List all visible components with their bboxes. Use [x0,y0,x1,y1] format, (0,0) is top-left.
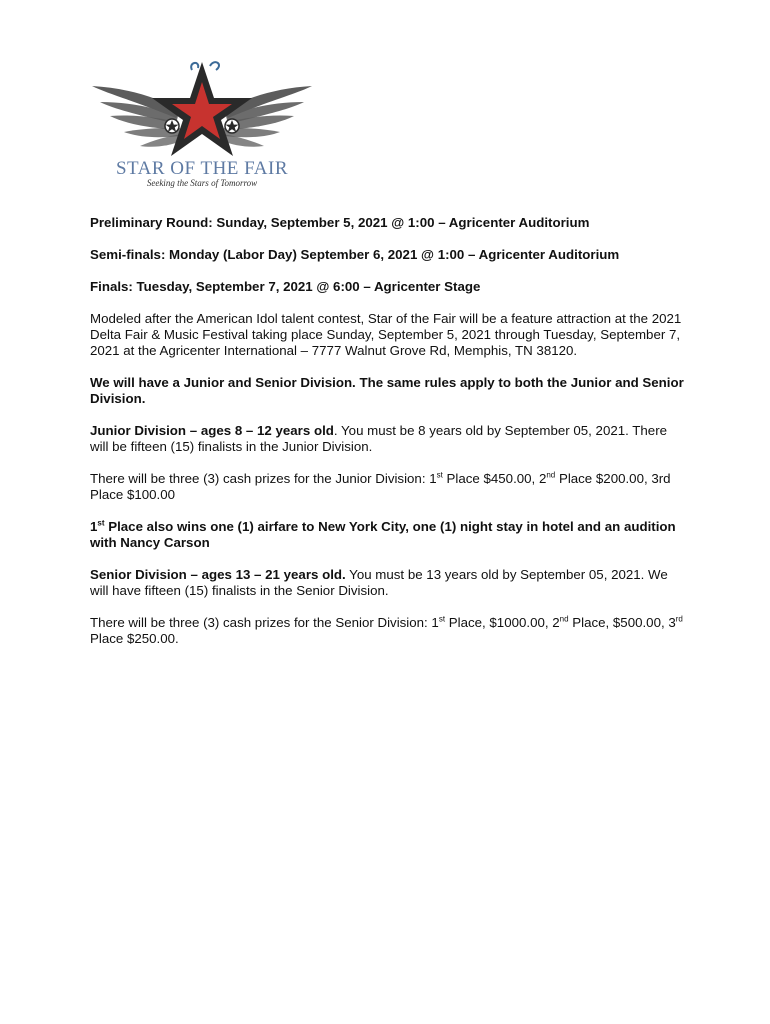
divisions-note: We will have a Junior and Senior Division. The same rules apply to both the Junior and Senior Division. [90,375,684,406]
junior-second-amount: Place $200.00, 3rd Place $100.00 [90,471,671,502]
first-place-text: Place also wins one (1) airfare to New York City, one (1) night stay in hotel and an audition with Nancy Carson [90,519,676,550]
right-wing-icon [220,86,312,147]
left-wing-icon [92,86,184,147]
intro-paragraph: Modeled after the American Idol talent contest, Star of the Fair will be a feature attraction at the 2021 Delta Fair & Music Festival taking place Sunday, September 5, 2021 through Tuesday, September 7, 2021 at the Agricenter International – 7777 Walnut Grove Rd, Memphis, TN 38120. [90,311,682,358]
senior-first-amount: Place, $1000.00, 2 [445,615,560,630]
junior-prizes-intro: There will be three (3) cash prizes for the Junior Division: 1 [90,471,437,486]
junior-division-heading: Junior Division – ages 8 – 12 years old [90,423,334,438]
logo-title: STAR OF THE FAIR [115,158,289,179]
finals-line: Finals: Tuesday, September 7, 2021 @ 6:00 – Agricenter Stage [90,279,481,294]
document-body [90,215,686,663]
junior-division-paragraph [90,423,686,455]
senior-third-amount: Place $250.00. [90,631,179,646]
senior-division-text: You must be 13 years old by September 05, 2021. We will have fifteen (15) finalists in the Senior Division. [90,567,668,598]
senior-division-paragraph [90,567,686,599]
senior-second-amount: Place, $500.00, 3 [568,615,676,630]
senior-third-sup: rd [675,614,683,624]
preliminary-round-line: Preliminary Round: Sunday, September 5, 2021 @ 1:00 – Agricenter Auditorium [90,215,590,230]
semifinals-line: Semi-finals: Monday (Labor Day) September 6, 2021 @ 1:00 – Agricenter Auditorium [90,247,620,262]
junior-prizes-paragraph [90,471,686,503]
first-place-prefix: 1 [90,519,98,534]
senior-prizes-intro: There will be three (3) cash prizes for the Senior Division: 1 [90,615,439,630]
logo-tagline: Seeking the Stars of Tomorrow [146,178,258,188]
senior-first-sup: st [438,614,446,624]
winged-star-logo-icon [88,58,316,190]
junior-second-sup: nd [546,470,556,480]
senior-prizes-paragraph [90,615,686,647]
junior-first-amount: Place $450.00, 2 [442,471,547,486]
senior-division-heading: Senior Division – ages 13 – 21 years old. [90,567,346,582]
first-place-sup: st [97,518,105,528]
junior-first-sup: st [436,470,443,480]
first-place-bonus-paragraph [90,519,686,551]
star-of-the-fair-logo [88,58,316,190]
junior-division-text: . You must be 8 years old by September 05, 2021. There will be fifteen (15) finalists in the Junior Division. [90,423,668,454]
senior-second-sup: nd [559,614,569,624]
